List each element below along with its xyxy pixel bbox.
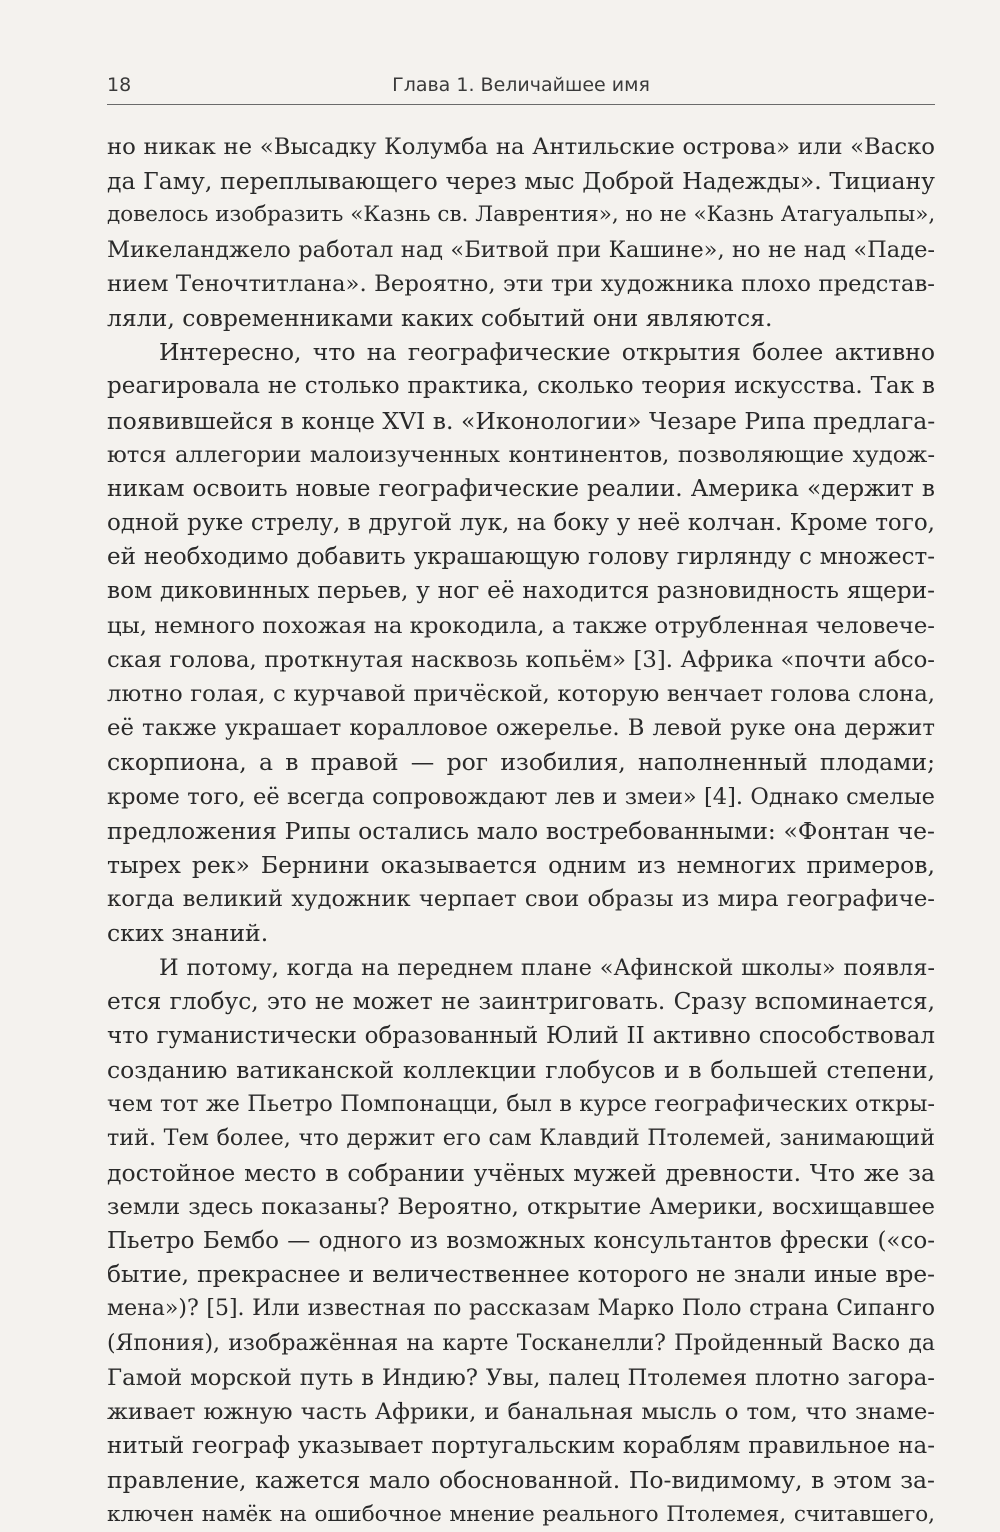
paragraph-start-line: И потому, когда на переднем плане «Афинской школы» появля- (159, 954, 935, 981)
text-line: тырех рек» Бернини оказывается одним из немногих примеров, (107, 850, 935, 879)
text-line: ется глобус, это не может не заинтриговать. Сразу вспоминается, (107, 987, 935, 1015)
text-line: правление, кажется мало обоснованной. По-видимому, в этом за- (107, 1466, 935, 1495)
body-text (107, 130, 935, 1532)
text-line: мена»)? [5]. Или известная по рассказам Марко Поло страна Сипанго (107, 1296, 935, 1322)
text-line: нитый географ указывает португальским кораблям правильное на- (107, 1433, 935, 1460)
text-line: нием Теночтитлана». Вероятно, эти три художника плохо представ- (107, 270, 935, 297)
text-line: предложения Рипы остались мало востребованными: «Фонтан че- (107, 816, 935, 845)
text-line: да Гаму, переплывающего через мыс Доброй Надежды». Тициану (107, 167, 935, 196)
text-line: вом диковинных перьев, у ног её находится разновидность ящери- (107, 577, 935, 605)
text-line: чем тот же Пьетро Помпонацци, был в курсе географических откры- (107, 1091, 935, 1118)
text-line: созданию ватиканской коллекции глобусов и в большей степени, (107, 1056, 935, 1085)
text-line: ляли, современниками каких событий они являются. (107, 303, 773, 332)
text-line: бытие, прекраснее и величественнее которого не знали иные вре- (107, 1261, 935, 1289)
text-line: никам освоить новые географические реалии. Америка «держит в (107, 474, 935, 502)
text-line: кроме того, её всегда сопровождают лев и змеи» [4]. Однако смелые (107, 783, 935, 810)
text-line: тий. Тем более, что держит его сам Клавдий Птолемей, занимающий (107, 1125, 935, 1152)
text-line: скорпиона, а в правой — рог изобилия, наполненный плодами; (107, 748, 935, 777)
text-line: лютно голая, с курчавой причёской, которую венчает голова слона, (107, 681, 935, 707)
text-line: (Япония), изображённая на карте Тосканелли? Пройденный Васко да (107, 1330, 935, 1356)
text-line: живает южную часть Африки, и банальная мысль о том, что знаме- (107, 1398, 935, 1425)
text-line: но никак не «Высадку Колумба на Антильские острова» или «Васко (107, 134, 935, 160)
text-line: земли здесь показаны? Вероятно, открытие Америки, восхищавшее (107, 1193, 935, 1220)
text-line: Пьетро Бембо — одного из возможных консультантов фрески («со- (107, 1228, 935, 1254)
text-line: ская голова, проткнутая насквозь копьём» [3]. Африка «почти абсо- (107, 646, 935, 673)
text-line: одной руке стрелу, в другой лук, на боку у неё колчан. Кроме того, (107, 510, 935, 537)
running-header (107, 72, 935, 105)
text-line: достойное место в собрании учёных мужей древности. Что же за (107, 1158, 935, 1187)
text-line: довелось изобразить «Казнь св. Лаврентия», но не «Казнь Атагуальпы», (107, 202, 936, 228)
page-number: 18 (107, 74, 132, 96)
text-line: что гуманистически образованный Юлий II активно способствовал (107, 1022, 935, 1049)
text-line: Микеланджело работал над «Битвой при Кашине», но не над «Паде- (107, 236, 935, 263)
text-line: цы, немного похожая на крокодила, а также отрубленная человече- (107, 612, 935, 639)
text-line: Гамой морской путь в Индию? Увы, палец Птолемея плотно загора- (107, 1364, 935, 1391)
text-line: её также украшает коралловое ожерелье. В левой руке она держит (107, 715, 935, 742)
text-line: ключен намёк на ошибочное мнение реального Птолемея, считавшего, (107, 1501, 935, 1527)
text-line: ских знаний. (107, 919, 269, 948)
text-line: ей необходимо добавить украшающую голову гирлянду с множест- (107, 544, 935, 571)
text-line: когда великий художник черпает свои образы из мира географиче- (107, 886, 935, 913)
text-line: появившейся в конце XVI в. «Иконологии» Чезаре Рипа предлага- (107, 406, 936, 435)
text-line: реагировала не столько практика, сколько теория искусства. Так в (107, 373, 935, 400)
chapter-title: Глава 1. Величайшее имя (392, 74, 650, 96)
paragraph-start-line: Интересно, что на географические открытия более активно (159, 338, 935, 367)
text-line: ются аллегории малоизученных континентов, позволяющие худож- (107, 441, 935, 468)
